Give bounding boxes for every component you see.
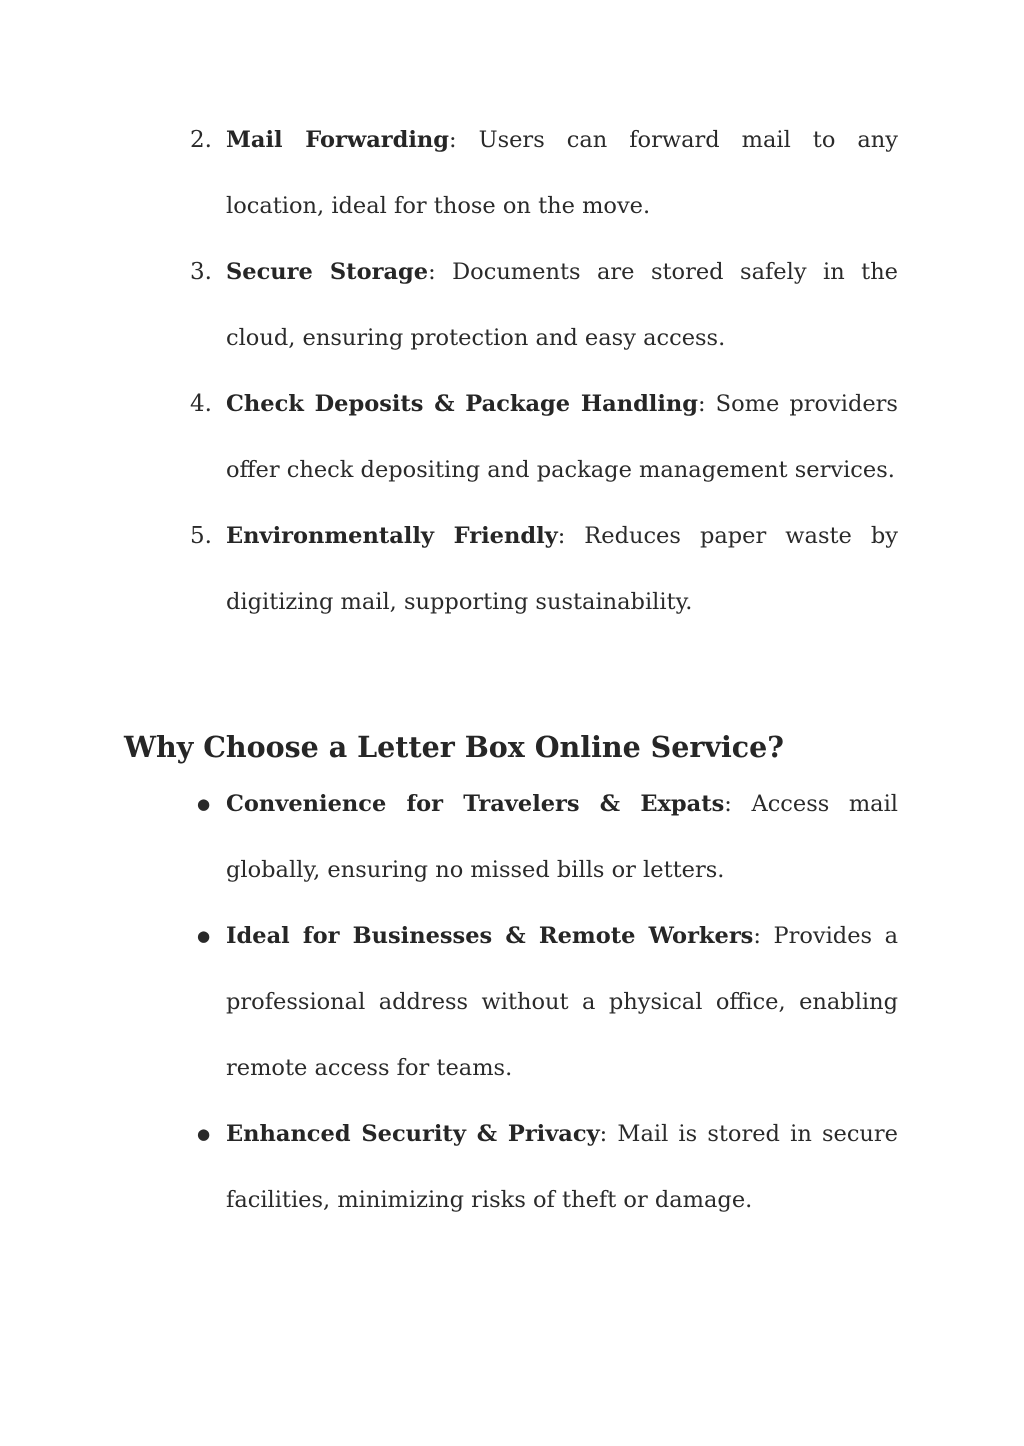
item-description: Access mail globally, ensuring no missed bills or letters. [226,791,898,883]
item-description: Users can forward mail to any location, ideal for those on the move. [226,127,898,219]
list-number: 5. [190,523,212,549]
bullet-item-text [226,1101,898,1233]
item-colon: : [753,923,761,949]
list-number: 2. [190,127,212,153]
item-term: Check Deposits & Package Handling [226,391,698,417]
item-description: Some providers offer check depositing and package management services. [226,391,898,483]
item-colon: : [697,391,706,417]
item-colon: : [449,127,457,153]
list-number: 3. [190,259,212,285]
item-term: Convenience for Travelers & Expats [226,791,725,817]
item-description: Mail is stored in secure facilities, minimizing risks of theft or damage. [226,1121,898,1213]
list-item-text [226,239,898,371]
bullet-icon: ● [197,1125,211,1143]
list-item-text [226,107,898,239]
item-colon: : [724,791,732,817]
item-description: Reduces paper waste by digitizing mail, supporting sustainability. [226,523,898,615]
item-term: Enhanced Security & Privacy [226,1121,600,1147]
item-colon: : [428,259,436,285]
section-heading: Why Choose a Letter Box Online Service? [124,730,784,764]
item-description: Documents are stored safely in the cloud, ensuring protection and easy access. [226,259,898,351]
item-term: Ideal for Businesses & Remote Workers [226,923,754,949]
bullet-item-text [226,771,898,903]
item-term: Mail Forwarding [226,127,450,153]
item-description: Provides a professional address without a physical office, enabling remote access for teams. [226,923,898,1081]
bullet-item-text [226,903,898,1101]
item-colon: : [557,523,566,549]
item-term: Secure Storage [226,259,429,285]
list-item-text [226,503,898,635]
list-item-text [226,371,898,503]
bullet-icon: ● [197,927,211,945]
item-term: Environmentally Friendly [226,523,558,549]
bullet-icon: ● [197,795,211,813]
item-colon: : [599,1121,608,1147]
list-number: 4. [190,391,212,417]
